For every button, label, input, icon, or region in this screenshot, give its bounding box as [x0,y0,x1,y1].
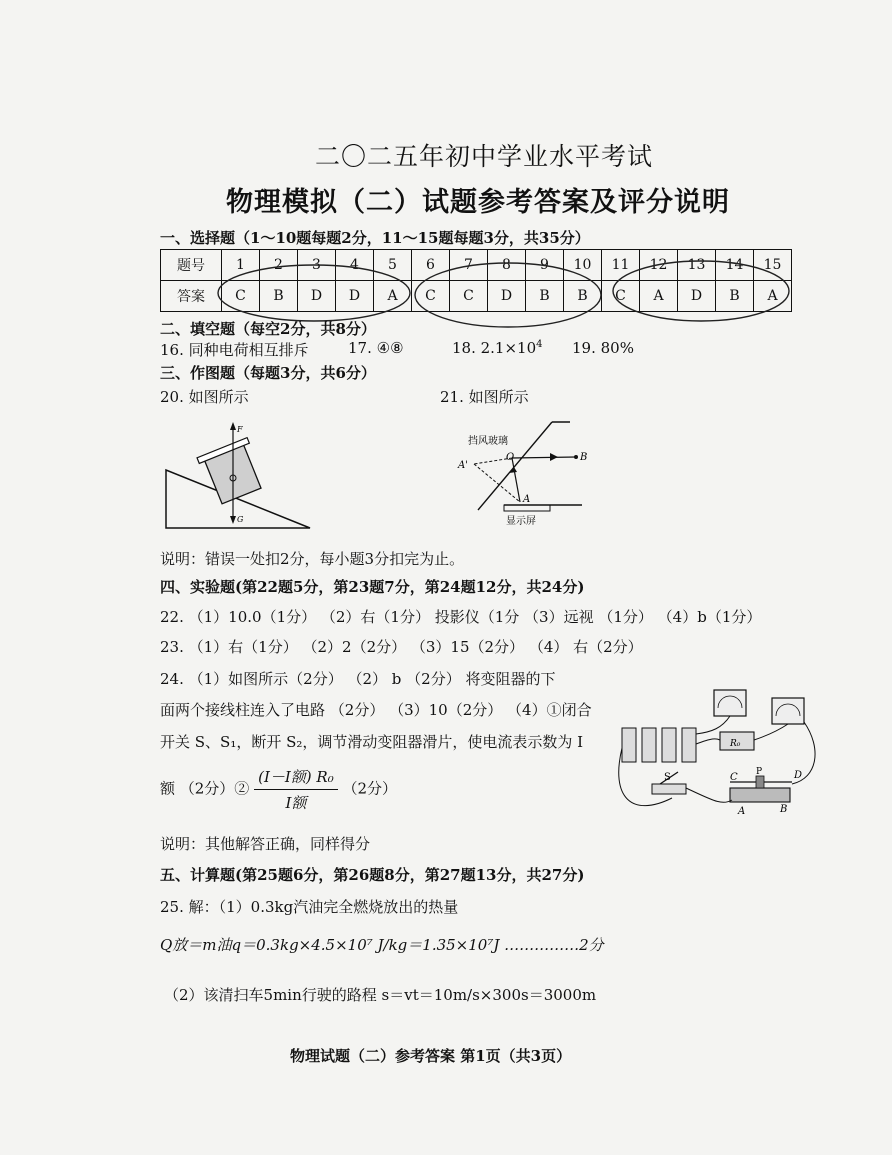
section1-heading: 一、选择题（1～10题每题2分，11～15题每题3分，共35分） [160,229,590,247]
label-S: S [664,772,671,783]
question-number: 7 [450,250,488,281]
q18-exponent: 4 [536,339,543,350]
question-number: 1 [222,250,260,281]
section4-note: 说明：其他解答正确，同样得分 [160,835,371,853]
answer-cell: C [222,281,260,312]
answer-q25-line3: （2）该清扫车5min行驶的路程 s＝vt＝10m/s×300s＝3000m [164,986,597,1004]
answer-cell: D [298,281,336,312]
question-number: 8 [488,250,526,281]
label-O: O [506,452,515,463]
question-number: 10 [564,250,602,281]
title-line-1: 二〇二五年初中学业水平考试 [315,142,654,171]
section3-heading: 三、作图题（每题3分，共6分） [160,364,376,382]
question-number: 13 [678,250,716,281]
label-A-terminal: A [738,806,746,817]
answer-q24-line4 [160,766,397,813]
answer-cell: D [488,281,526,312]
question-number: 11 [602,250,640,281]
question-number: 12 [640,250,678,281]
figure-21-reflection [448,412,608,527]
answer-cell: A [640,281,678,312]
answer-cell: C [602,281,640,312]
label-P: P [756,767,763,777]
label-A: A [523,494,531,505]
section2-heading: 二、填空题（每空2分，共8分） [160,320,376,338]
q24-fraction-denominator: I额 [285,794,307,812]
answer-cell: B [260,281,298,312]
answer-cell: A [754,281,792,312]
answer-q23: 23. （1）右（1分） （2）2（2分） （3）15（2分） （4） 右（2分） [160,638,643,656]
row-label-answers: 答案 [161,281,222,312]
answer-q20: 20. 如图所示 [160,388,249,406]
question-number: 15 [754,250,792,281]
label-glass: 挡风玻璃 [468,436,508,447]
label-C: C [730,772,738,783]
title-line-2: 物理模拟（二）试题参考答案及评分说明 [226,187,730,218]
battery-pack [622,728,696,762]
question-number: 14 [716,250,754,281]
question-number: 3 [298,250,336,281]
section4-heading: 四、实验题(第22题5分，第23题7分，第24题12分，共24分) [160,578,585,596]
answer-q24-line1: 24. （1）如图所示（2分） （2） b （2分） 将变阻器的下 [160,670,556,688]
question-number: 4 [336,250,374,281]
table-row-answers [161,281,792,312]
answer-q18 [452,339,543,357]
page-footer: 物理试题（二）参考答案 第1页（共3页） [290,1047,572,1065]
answer-q24-line2: 面两个接线柱连入了电路 （2分） （3）10（2分） （4）①闭合 [160,701,592,719]
q24-line4-post: （2分） [342,779,398,798]
row-label-numbers: 题号 [161,250,222,281]
answer-cell: D [336,281,374,312]
question-number: 5 [374,250,412,281]
q18-base: 18. 2.1×10 [452,339,537,357]
label-B: B [580,452,588,463]
q24-fraction [254,766,338,813]
answer-q22: 22. （1）10.0（1分） （2）右（1分） 投影仪（1分 （3）远视 （1分） （4）b（1分） [160,608,762,626]
label-B-terminal: B [780,804,788,815]
question-number: 2 [260,250,298,281]
rheostat [730,788,790,802]
answer-table [160,249,792,312]
answer-q19: 19. 80% [572,339,634,357]
answer-cell: D [678,281,716,312]
answer-cell: B [526,281,564,312]
section3-note: 说明：错误一处扣2分，每小题3分扣完为止。 [160,550,465,568]
answer-cell: A [374,281,412,312]
question-number: 9 [526,250,564,281]
answer-cell: C [450,281,488,312]
answer-cell: C [412,281,450,312]
label-G: G [237,515,244,524]
figure-20-incline [160,420,320,540]
label-F: F [237,425,243,434]
answer-q21: 21. 如图所示 [440,388,529,406]
label-screen: 显示屏 [506,516,536,527]
label-D: D [794,770,803,781]
figure-24-circuit [612,688,832,823]
answer-cell: B [716,281,754,312]
section5-heading: 五、计算题(第25题6分，第26题8分，第27题13分，共27分) [160,866,585,884]
answer-q25-line1: 25. 解：（1）0.3kg汽油完全燃烧放出的热量 [160,898,459,916]
switch-S [652,784,686,794]
answer-q17: 17. ④⑧ [348,339,404,357]
question-number: 6 [412,250,450,281]
answer-cell: B [564,281,602,312]
q24-fraction-numerator: (I－I额) R₀ [254,766,338,790]
label-R0: R₀ [730,739,741,749]
answer-q16: 16. 同种电荷相互排斥 [160,341,309,359]
label-A-prime: A' [458,460,468,471]
q24-line4-pre: 额 （2分）② [160,779,250,798]
table-row-numbers [161,250,792,281]
answer-q24-line3: 开关 S、S₁，断开 S₂，调节滑动变阻器滑片，使电流表示数为 I [160,733,584,751]
answer-q25-line2: Q放＝m油q＝0.3kg×4.5×10⁷ J/kg＝1.35×10⁷J ……………2分 [160,936,604,954]
